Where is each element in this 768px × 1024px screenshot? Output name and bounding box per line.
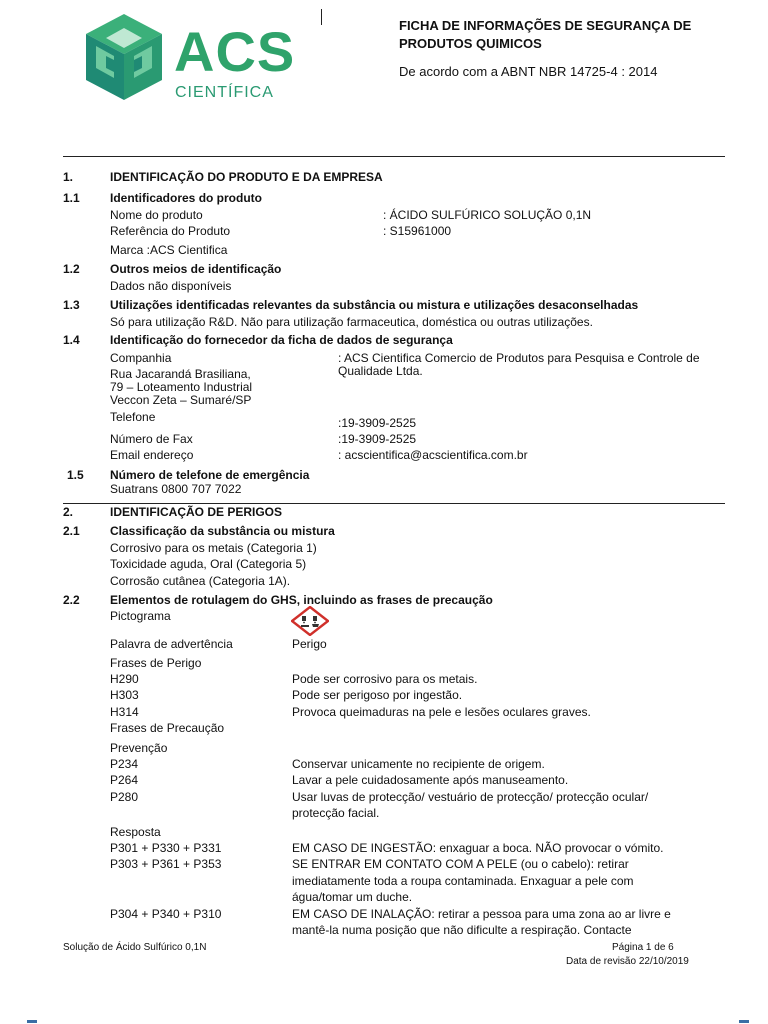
emergency-phone: Suatrans 0800 707 7022 <box>110 482 242 496</box>
email-value[interactable]: : acscientifica@acscientifica.com.br <box>338 448 528 462</box>
section-1-5-title: Número de telefone de emergência <box>110 468 310 482</box>
precaution-text: Conservar unicamente no recipiente de origem. <box>292 757 545 771</box>
product-name-value: : ÁCIDO SULFÚRICO SOLUÇÃO 0,1N <box>383 208 592 222</box>
classification-3: Corrosão cutânea (Categoria 1A). <box>110 574 291 588</box>
hazard-text: Pode ser perigoso por ingestão. <box>292 688 463 702</box>
section-1-3-text: Só para utilização R&D. Não para utilização farmaceutica, doméstica ou outras utilizações. <box>110 315 593 329</box>
section-1-1-title: Identificadores do produto <box>110 191 262 205</box>
hazard-code: H290 <box>110 672 139 686</box>
document-standard: De acordo com a ABNT NBR 14725-4 : 2014 <box>399 64 658 79</box>
hazard-code: H303 <box>110 688 139 702</box>
hazard-text: Provoca queimaduras na pele e lesões oculares graves. <box>292 705 591 719</box>
address-line2: 79 – Loteamento Industrial <box>110 380 253 394</box>
section-2-number: 2. <box>63 505 74 519</box>
precaution-text: imediatamente toda a roupa contaminada. Enxaguar a pele com <box>292 874 634 888</box>
section-1-3-number: 1.3 <box>63 298 80 312</box>
precaution-text: Lavar a pele cuidadosamente após manuseamento. <box>292 773 569 787</box>
email-label: Email endereço <box>110 448 194 462</box>
section-1-2-text: Dados não disponíveis <box>110 279 232 293</box>
precaution-text: protecção facial. <box>292 806 380 820</box>
precaution-code: P303 + P361 + P353 <box>110 857 222 871</box>
footer-product-name: Solução de Ácido Sulfúrico 0,1N <box>63 942 207 953</box>
section-1-title: IDENTIFICAÇÃO DO PRODUTO E DA EMPRESA <box>110 170 383 184</box>
section-1-2-number: 1.2 <box>63 262 80 276</box>
section-1-3-title: Utilizações identificadas relevantes da substância ou mistura e utilizações desaconselhadas <box>110 298 639 312</box>
footer-revision-date: Data de revisão 22/10/2019 <box>566 956 689 967</box>
phone-label: Telefone <box>110 410 156 424</box>
logo-subtitle: CIENTÍFICA <box>175 84 274 101</box>
corrosion-pictogram-icon <box>291 606 329 636</box>
document-title-line1: FICHA DE INFORMAÇÕES DE SEGURANÇA DE <box>399 18 692 33</box>
precaution-text: EM CASO DE INALAÇÃO: retirar a pessoa para uma zona ao ar livre e <box>292 907 671 921</box>
company-value-line1: : ACS Cientifica Comercio de Produtos para Pesquisa e Controle de <box>338 351 700 365</box>
precaution-code: P264 <box>110 773 139 787</box>
footer-page-number: Página 1 de 6 <box>612 942 674 953</box>
page-corner-mark-left <box>27 1020 37 1023</box>
document-title-line2: PRODUTOS QUIMICOS <box>399 36 542 51</box>
section-1-4-number: 1.4 <box>63 333 80 347</box>
company-value-line2: Qualidade Ltda. <box>338 364 423 378</box>
section-1-number: 1. <box>63 170 74 184</box>
product-brand: Marca :ACS Cientifica <box>110 243 228 257</box>
pictogram-label: Pictograma <box>110 609 171 623</box>
signal-word-label: Palavra de advertência <box>110 637 233 651</box>
header-divider <box>63 156 725 157</box>
prevention-heading: Prevenção <box>110 741 168 755</box>
product-reference-value: : S15961000 <box>383 224 452 238</box>
classification-1: Corrosivo para os metais (Categoria 1) <box>110 541 317 555</box>
phone-value: :19-3909-2525 <box>338 416 417 430</box>
section-2-2-title: Elementos de rotulagem do GHS, incluindo as frases de precaução <box>110 593 493 607</box>
cube-logo-icon <box>84 12 164 102</box>
page-corner-mark-right <box>739 1020 749 1023</box>
fax-value: :19-3909-2525 <box>338 432 417 446</box>
precaution-code: P280 <box>110 790 139 804</box>
section-1-2-title: Outros meios de identificação <box>110 262 282 276</box>
precaution-text: SE ENTRAR EM CONTATO COM A PELE (ou o cabelo): retirar <box>292 857 629 871</box>
hazard-statements-heading: Frases de Perigo <box>110 656 202 670</box>
section-2-1-number: 2.1 <box>63 524 80 538</box>
section-1-5-number: 1.5 <box>67 468 84 482</box>
precaution-text: mantê-la numa posição que não dificulte a respiração. Contacte <box>292 923 632 937</box>
address-line3: Veccon Zeta – Sumaré/SP <box>110 393 252 407</box>
precaution-text: EM CASO DE INGESTÃO: enxaguar a boca. NÃO provocar o vómito. <box>292 841 664 855</box>
response-heading: Resposta <box>110 825 161 839</box>
section-2-title: IDENTIFICAÇÃO DE PERIGOS <box>110 505 283 519</box>
signal-word-value: Perigo <box>292 637 327 651</box>
precaution-code: P301 + P330 + P331 <box>110 841 222 855</box>
hazard-code: H314 <box>110 705 139 719</box>
precaution-code: P234 <box>110 757 139 771</box>
precaution-statements-heading: Frases de Precaução <box>110 721 225 735</box>
company-label: Companhia <box>110 351 172 365</box>
precaution-code: P304 + P340 + P310 <box>110 907 222 921</box>
product-name-label: Nome do produto <box>110 208 203 222</box>
section-2-1-title: Classificação da substância ou mistura <box>110 524 335 538</box>
section-1-4-title: Identificação do fornecedor da ficha de dados de segurança <box>110 333 453 347</box>
precaution-text: Usar luvas de protecção/ vestuário de protecção/ protecção ocular/ <box>292 790 649 804</box>
section-1-1-number: 1.1 <box>63 191 80 205</box>
section-2-2-number: 2.2 <box>63 593 80 607</box>
company-logo <box>84 12 304 104</box>
precaution-text: água/tomar um duche. <box>292 890 413 904</box>
header-cursor-mark <box>321 9 322 25</box>
hazard-text: Pode ser corrosivo para os metais. <box>292 672 478 686</box>
section-divider <box>63 503 725 504</box>
logo-wordmark: ACS <box>174 20 296 83</box>
address-line1: Rua Jacarandá Brasiliana, <box>110 367 251 381</box>
classification-2: Toxicidade aguda, Oral (Categoria 5) <box>110 557 307 571</box>
product-reference-label: Referência do Produto <box>110 224 231 238</box>
fax-label: Número de Fax <box>110 432 193 446</box>
